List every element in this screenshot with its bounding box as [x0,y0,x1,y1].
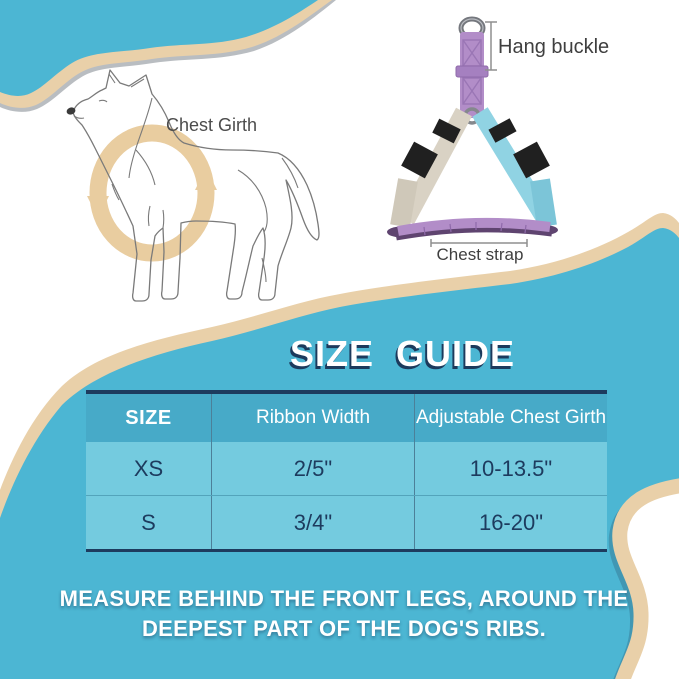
hang-buckle-label: Hang buckle [498,36,610,58]
dog-illustration [66,70,319,301]
cell-ribbon-width: 2/5" [211,442,414,495]
table-row [86,495,607,549]
measure-note-line1: MEASURE BEHIND THE FRONT LEGS, AROUND THE [59,586,629,611]
measure-note-line2: DEEPEST PART OF THE DOG'S RIBS. [141,616,547,641]
blue-keeper [499,124,506,137]
size-table [86,390,607,552]
cell-size: S [141,509,156,535]
cell-size: XS [133,455,164,481]
cell-chest-girth: 16-20" [414,496,607,549]
dog-body-fill [73,70,319,301]
beige-keeper [443,124,450,138]
corner-wave [617,485,679,679]
top-left-wave [0,0,336,112]
chest-strap-label: Chest strap [436,245,524,264]
table-row [86,442,607,495]
blue-adjuster [525,148,538,172]
size-guide-title: SIZE GUIDE [290,333,516,374]
measure-note [54,584,634,644]
header-chest-girth: Adjustable Chest Girth [414,394,607,442]
cell-ribbon-width: 3/4" [211,496,414,549]
header-size: SIZE [125,406,172,429]
hang-buckle-indicator-line [485,22,497,70]
header-ribbon-width: Ribbon Width [211,394,414,442]
cell-chest-girth: 10-13.5" [414,442,607,495]
size-table-header-row [86,394,607,442]
purple-keeper [456,66,488,77]
beige-adjuster [413,148,426,172]
chest-girth-label: Chest Girth [166,115,258,135]
